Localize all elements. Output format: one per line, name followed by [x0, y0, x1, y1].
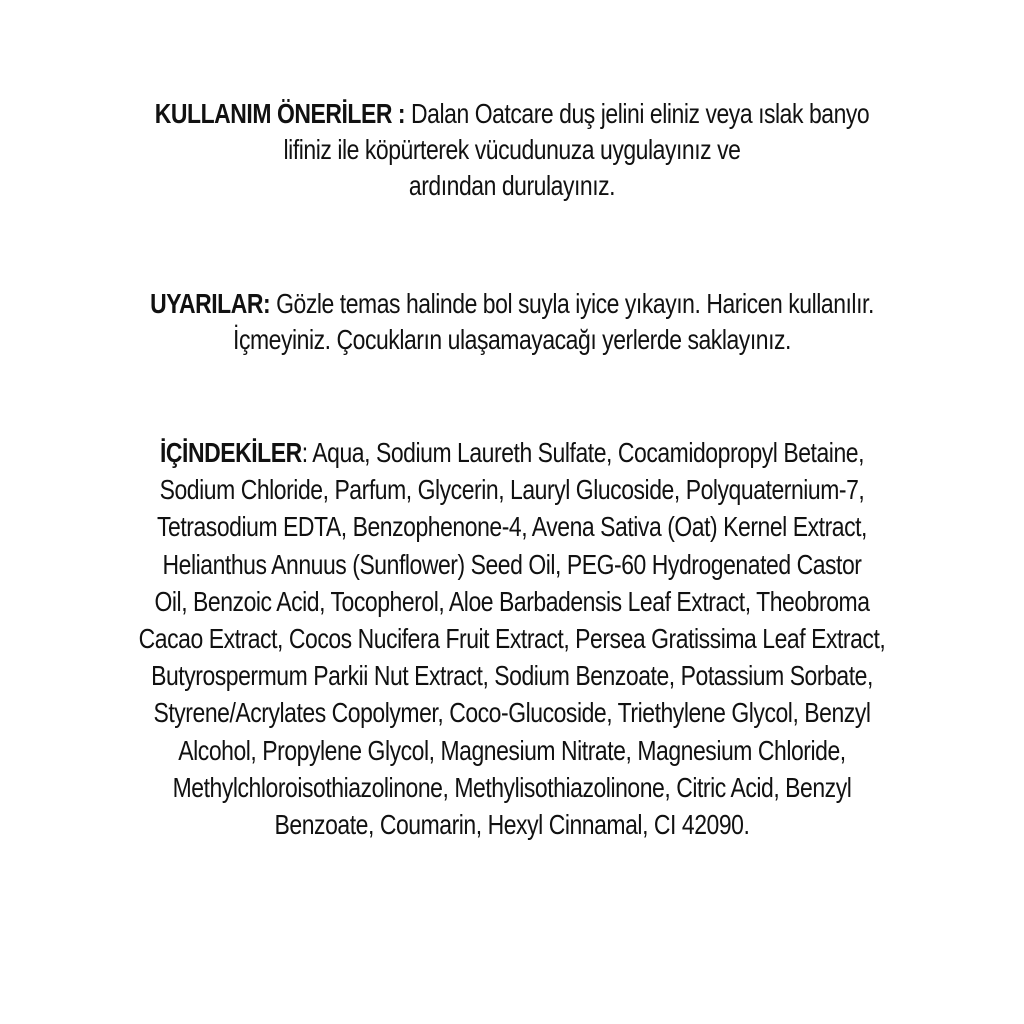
ingredients-line-7: Butyrospermum Parkii Nut Extract, Sodium Benzoate, Potassium Sorbate, — [151, 660, 873, 692]
ingredients-line-4: Helianthus Annuus (Sunflower) Seed Oil, PEG-60 Hydrogenated Castor — [162, 548, 862, 580]
warnings-text-1: Gözle temas halinde bol suyla iyice yıkayın. Haricen kullanılır. — [270, 288, 874, 319]
ingredients-line-5: Oil, Benzoic Acid, Tocopherol, Aloe Barbadensis Leaf Extract, Theobroma — [154, 585, 870, 617]
ingredients-line-1 — [92, 434, 932, 471]
warnings-line-2: İçmeyiniz. Çocukların ulaşamayacağı yerlerde saklayınız. — [233, 324, 791, 355]
usage-recommendations-section — [0, 96, 1024, 204]
warnings-section — [0, 286, 1024, 358]
usage-heading: KULLANIM ÖNERİLER : — [154, 98, 406, 129]
ingredients-line-3: Tetrasodium EDTA, Benzophenone-4, Avena Sativa (Oat) Kernel Extract, — [157, 511, 867, 543]
ingredients-line-8: Styrene/Acrylates Copolymer, Coco-Glucoside, Triethylene Glycol, Benzyl — [153, 697, 871, 729]
usage-line-1 — [92, 96, 932, 132]
ingredients-section — [0, 434, 1024, 843]
usage-line-2: lifiniz ile köpürterek vücudunuza uygulayınız ve — [283, 134, 741, 165]
ingredients-line-2: Sodium Chloride, Parfum, Glycerin, Lauryl Glucoside, Polyquaternium-7, — [159, 474, 865, 506]
warnings-heading: UYARILAR: — [150, 288, 271, 319]
ingredients-line-9: Alcohol, Propylene Glycol, Magnesium Nitrate, Magnesium Chloride, — [178, 734, 846, 766]
ingredients-line-11: Benzoate, Coumarin, Hexyl Cinnamal, CI 42090. — [274, 809, 750, 841]
usage-text-1: Dalan Oatcare duş jelini eliniz veya ıslak banyo — [405, 98, 870, 129]
ingredients-heading: İÇİNDEKİLER — [159, 437, 302, 468]
warnings-line-1 — [92, 286, 932, 322]
ingredients-text-1: : Aqua, Sodium Laureth Sulfate, Cocamidopropyl Betaine, — [301, 437, 865, 468]
usage-line-3: ardından durulayınız. — [408, 170, 616, 201]
ingredients-line-10: Methylchloroisothiazolinone, Methylisothiazolinone, Citric Acid, Benzyl — [172, 771, 852, 803]
ingredients-line-6: Cacao Extract, Cocos Nucifera Fruit Extract, Persea Gratissima Leaf Extract, — [138, 623, 886, 655]
